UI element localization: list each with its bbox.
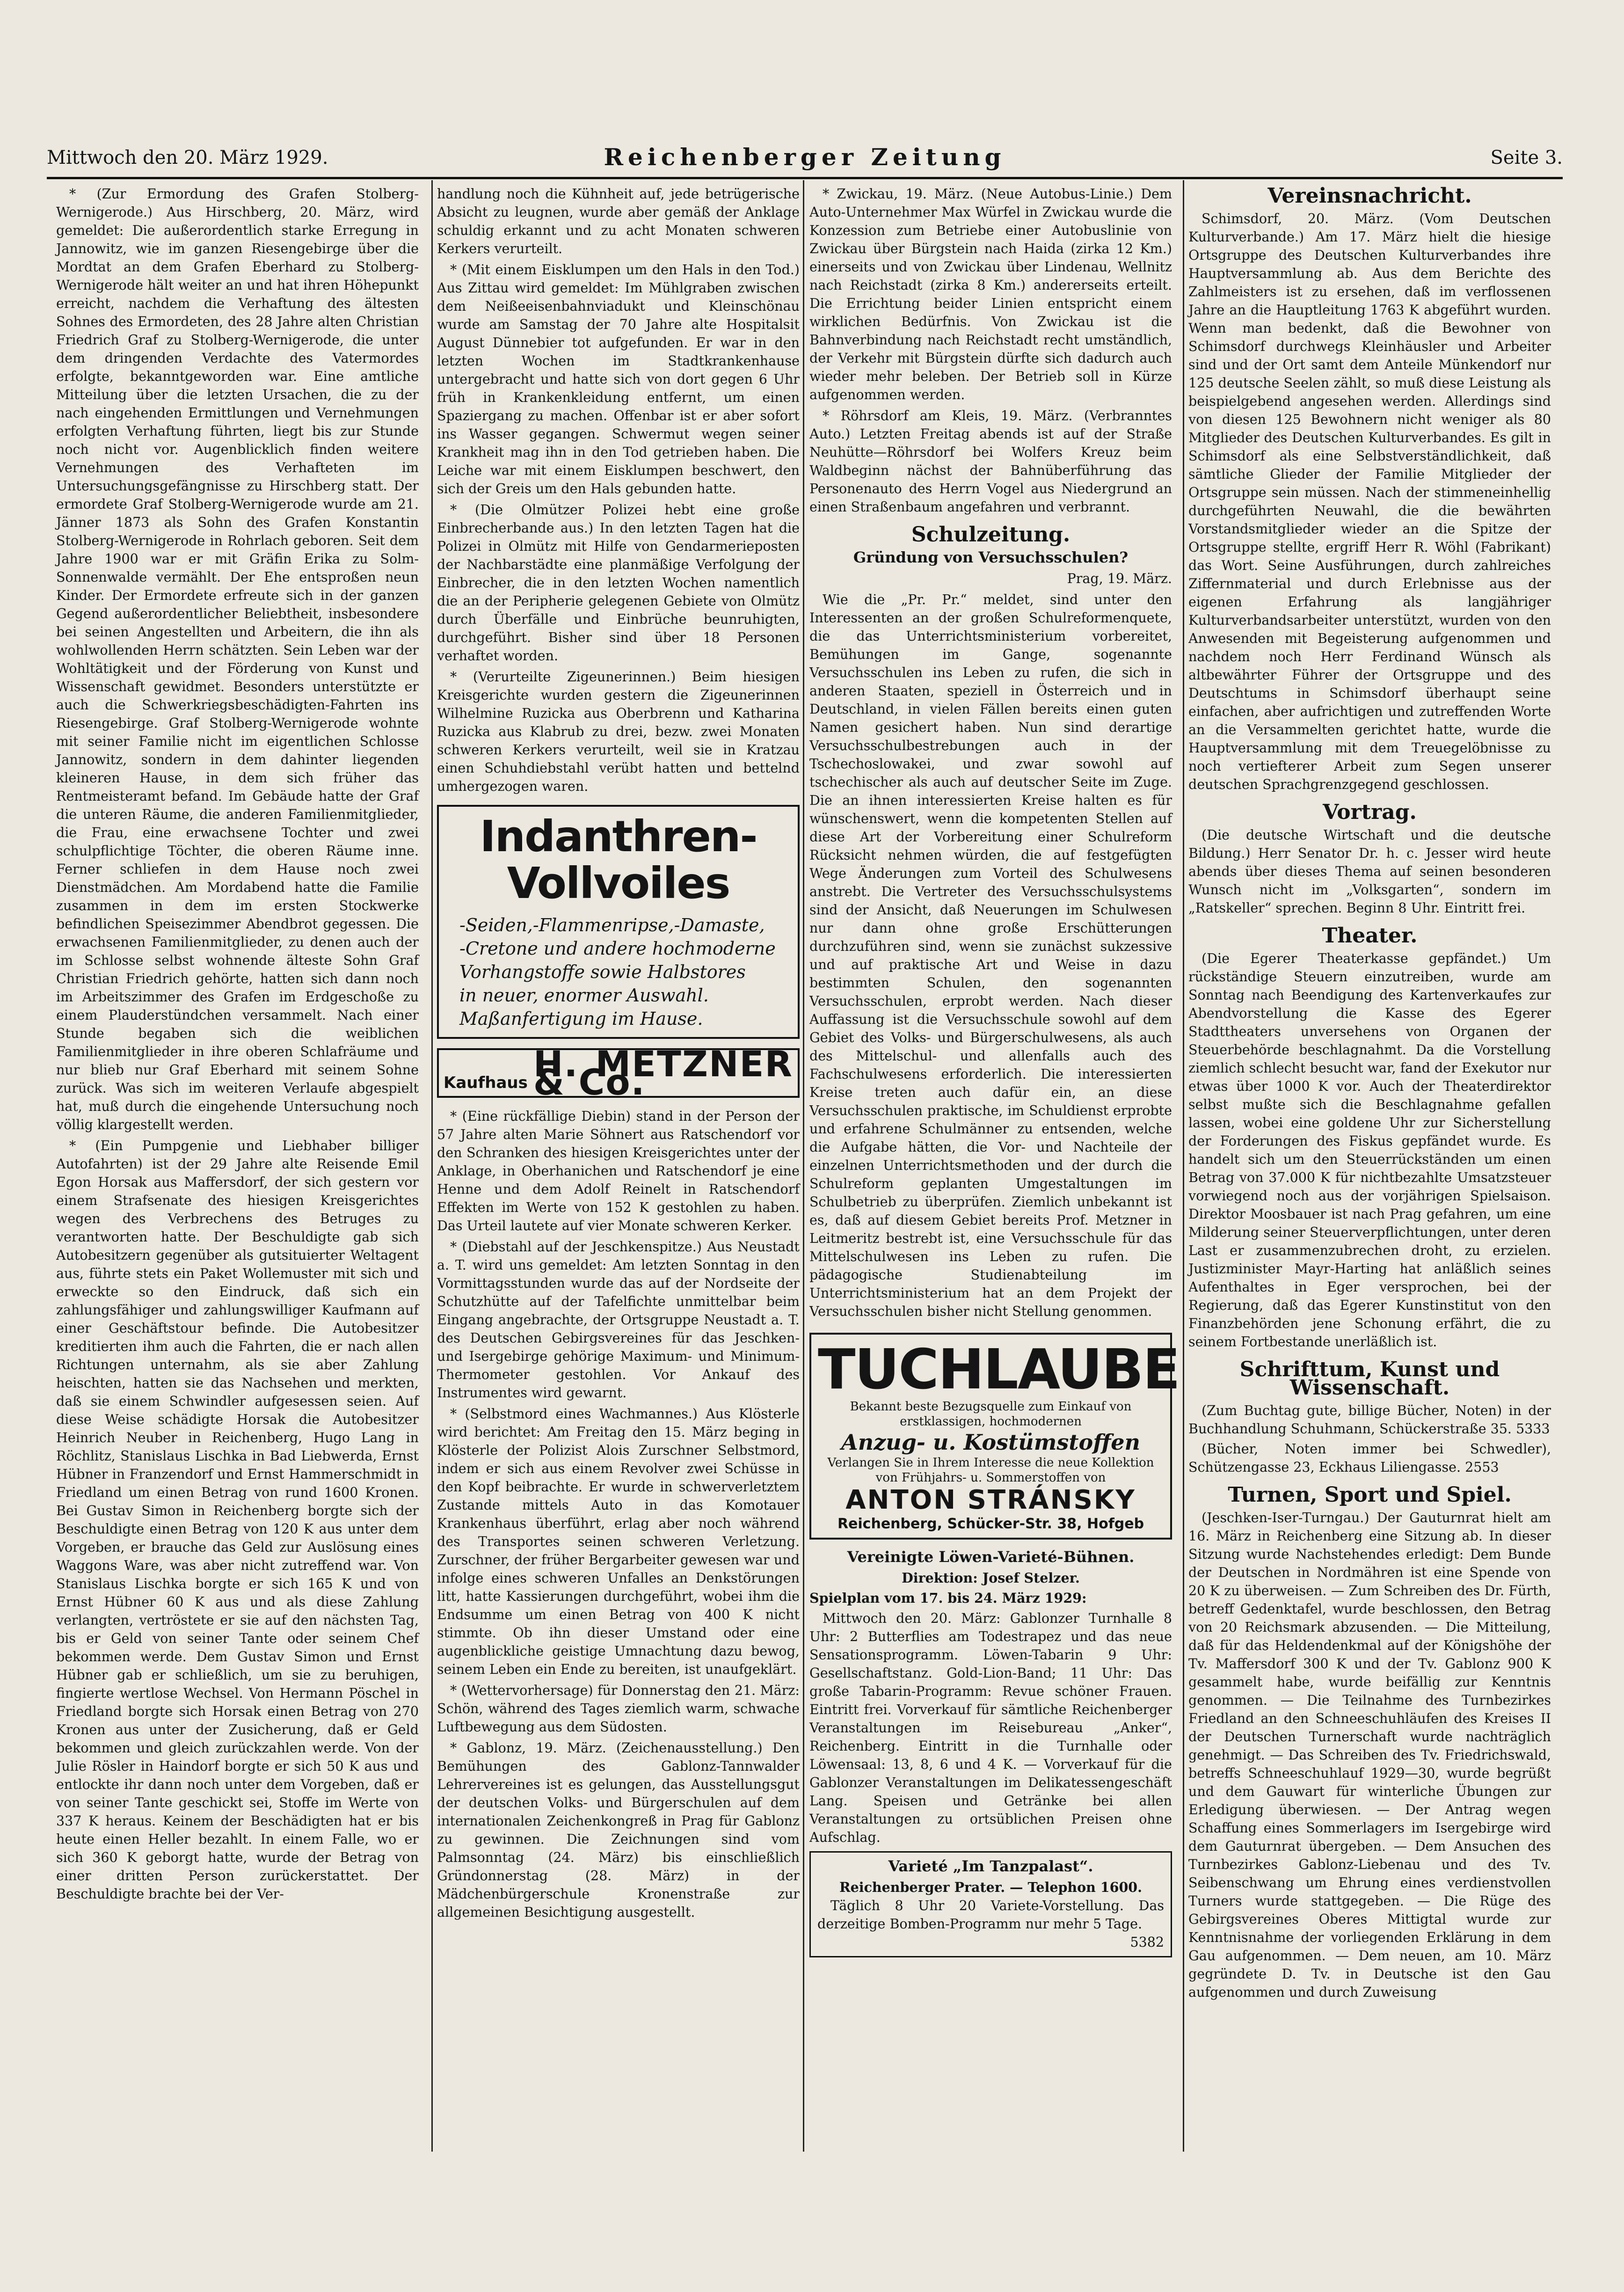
schrifttum-item-1-num: 5333	[1516, 1421, 1550, 1437]
schulzeitung-text: Wie die „Pr. Pr.“ meldet, sind unter den Interessenten an der großen Schulreformenquete, die das Unterrichtsministerium vorbereitet, Bemühungen im Gange, sogenannte Versuchsschulen ins Leben zu rufen, die sich in anderen Staaten, speziell in Österreich und in Deutschland, in vielen Fällen bereits einen guten Namen gesichert haben. Nun sind derartige Versuchsschulbestrebungen auch in der Tschechoslowakei, und zwar sowohl auf tschechischer als auch auf deutscher Seite im Zuge. Die an ihnen interessierten Kreise halten es für wünschenswert, wenn die kompetenten Stellen auf diese Art der Vorbereitung einer Schulreform Rücksicht nehmen würden, die auf festgefügten Wege Änderungen zum Vorteil des Schulwesens anstrebt. Die Vertreter des Versuchsschulsystems sind der Ansicht, daß Neuerungen im Schulwesen nur dann ohne große Erschütterungen durchzuführen sind, wenn sie zunächst sukzessive und auf praktische Art und Weise in dazu bestimmten Schulen, den sogenannten Versuchsschulen, erprobt werden. Nach dieser Auffassung ist die Versuchsschule sowohl auf dem Gebiet des Volks- und Bürgerschulwesens, als auch des Mittelschul- und allenfalls auch des Fachschulwesens erforderlich. Die interessierten Kreise treten auch dafür ein, an diese Versuchsschulen praktische, im Schuldienst erprobte und erfahrene Schulmänner zu entsenden, welche die Aufgabe hätten, die Vor- und Nachteile der einzelnen Unterrichtsmethoden und der durch die Schulreform geplanten Umgestaltungen im Schulbetrieb zu überprüfen. Ziemlich unbekannt ist es, daß auf diesem Gebiet bereits Prof. Metzner in Leitmeritz bestrebt ist, eine Versuchsschule für das Mittelschulwesen ins Leben zu rufen. Die pädagogische Studienabteilung im Unterrichtsministerium hat an dem Projekt der Versuchsschulen bisher nicht Stellung genommen.	[809, 592, 1172, 1319]
ad-tuchlaube-line3: Verlangen Sie in Ihrem Interesse die neue Kollektion von Frühjahrs- u. Sommerstoffen von	[827, 1456, 1154, 1485]
schulzeitung-subtitle: Gründung von Versuchsschulen?	[853, 548, 1129, 566]
article-roehrsdorf: * Röhrsdorf am Kleis, 19. März. (Verbranntes Auto.) Letzten Freitag abends ist auf der Straße Neuhütte—Röhrsdorf bei Wolfers Kreuz beim Waldbeginn nächst der Bahnüberführung das Personenauto des Herrn Vogel aus Niedergrund an einen Straßenbaum angefahren und verbrannt.	[809, 408, 1172, 515]
article-gablonz: * Gablonz, 19. März. (Zeichenausstellung.) Den Bemühungen des Gablonz-Tannwalder Lehrervereines ist es gelungen, das Ausstellungsgut der deutschen Volks- und Bürgerschulen auf dem internationalen Zeichenkongreß in Prag für Gablonz zu gewinnen. Die Zeichnungen sind vom Palmsonntag (24. März) bis einschließlich Gründonnerstag (28. März) in der Mädchenbürgerschule Kronenstraße zur allgemeinen Besichtigung ausgestellt.	[437, 1740, 800, 1920]
ad-tuchlaube-line1: Bekannt beste Bezugsquelle zum Einkauf von erstklassigen, hochmodernen	[850, 1400, 1132, 1429]
article-pumpgenie: * (Ein Pumpgenie und Liebhaber billiger Autofahrten) ist der 29 Jahre alte Reisende Emil Egon Horsak aus Maffersdorf, der sich gestern vor einem Strafsenate des hiesigen Kreisgerichtes wegen des Verbrechens des Betruges zu verantworten hatte. Der Beschuldigte gab sich Autobesitzern gegenüber als gutsituierter Weltagent aus, führte stets ein Paket Wollemuster mit sich und erweckte so den Eindruck, daß sich ein zahlungsfähiger und zahlungswilliger Kaufmann auf einer Geschäftstour befinde. Die Autobesitzer kreditierten ihm auch die Fahrten, die er nach allen Richtungen unternahm, als sie aber Zahlung heischten, hatten sie das Nachsehen und merkten, daß sie einem Schwindler aufgesessen seien. Auf diese Weise schädigte Horsak die Autobesitzer Heinrich Neuber in Reichenberg, Hugo Lang in Röchlitz, Stanislaus Lischka in Bad Liebwerda, Ernst Hübner in Franzendorf und Ernst Hammerschmidt in Friedland um einen Betrag von rund 1600 Kronen. Bei Gustav Simon in Reichenberg borgte sich der Beschuldigte einen Betrag von 120 K aus unter dem Vorgeben, er brauche das Geld zur Auslösung eines Waggons Ware, was aber nicht zutreffend war. Von Stanislaus Lischka borgte er sich 165 K und von Ernst Hübner 60 K aus und als diese Zahlung verlangten, vertröstete er sie auf den nächsten Tag, bis er Geld von seiner Tante oder seinem Chef bekommen werde. Dem Gustav Simon und Ernst Hübner gab er schließlich, um sie zu beruhigen, fingierte wertlose Wechsel. Von Hermann Pöschel in Friedland borgte sich Horsak einen Betrag von 270 Kronen aus unter der Zusicherung, daß er Geld bekommen und gleich zurückzahlen werde. Von der Julie Rösler in Haindorf borgte er sich 50 K aus und entlockte ihr dann noch unter dem Vorgeben, daß er von seiner Tante geschickt sei, Stoffe im Werte von 337 K heraus. Keinem der Beschädigten hat er bis heute einen Heller bezahlt. In einem Falle, wo er sich 360 K geborgt hatte, wurde der Betrag von einer dritten Person zurückerstattet. Der Beschuldigte brachte bei der Ver-	[56, 1138, 419, 1902]
ad-line: -Seiden,-Flammenripse,-Damaste,	[459, 915, 765, 935]
tanzpalast-box	[809, 1851, 1172, 1957]
ad-metzner-name: H. METZNER & Co.	[533, 1043, 793, 1103]
column-3	[809, 185, 1180, 1962]
verein-text: Schimsdorf, 20. März. (Vom Deutschen Kulturverbande.) Am 17. März hielt die hiesige Ortsgruppe des Deutschen Kulturverbandes ihre Hauptversammlung ab. Aus dem Berichte des Zahlmeisters ist zu ersehen, daß im verflossenen Jahre an die Hauptleitung 1763 K abgeführt wurden. Wenn man bedenkt, daß die Bewohner von Schimsdorf durchwegs Kleinhäusler und Arbeiter sind und der Ort samt dem Anteile Münkendorf nur 125 deutsche Seelen zählt, so muß diese Leistung als beispielgebend angesehen werden. Allerdings sind von diesen 125 Bewohnern nicht weniger als 80 Mitglieder des Deutschen Kulturverbandes. Es gilt in Schimsdorf als eine Selbstverständlichkeit, daß sämtliche Glieder der Familie Mitglieder der Ortsgruppe sein müssen. Nach der stimmeneinhellig durchgeführten Neuwahl, die die bewährten Vorstandsmitglieder wieder an die Spitze der Ortsgruppe stellte, ergriff Herr R. Wöhl (Fabrikant) das Wort. Seine Ausführungen, durch zahlreiches Ziffernmaterial und durch Erlebnisse aus der eigenen Erfahrung als langjähriger Kulturverbandsarbeiter unterstützt, wurden von den Anwesenden mit Begeisterung aufgenommen und nachdem noch Herr Ferdinand Wünsch als altbewährter Führer der Ortsgruppe und des Deutschtums in Schimsdorf überhaupt seine einfachen, aber aufrichtigen und zutreffenden Worte an die Versammelten gerichtet hatte, wurde die Hauptversammlung mit dem Treuegelöbnisse zu noch vertiefterer Arbeit zum Segen unserer deutschen Sprachgrenzgegend geschlossen.	[1188, 211, 1551, 792]
loewen-director: Direktion: Josef Stelzer.	[902, 1570, 1080, 1586]
schrifttum-item-2-num: 2553	[1465, 1460, 1499, 1475]
ad-line: Vorhangstoffe sowie Halbstores	[459, 962, 746, 982]
ad-tuchlaube-brand: TUCHLAUBE	[818, 1337, 1180, 1401]
ad-tuchlaube	[809, 1333, 1180, 1540]
column-1	[56, 185, 419, 1905]
article-wetter: * (Wettervorhersage) für Donnerstag den 21. März: Schön, während des Tages ziemlich warm, schwache Luftbewegung aus dem Südosten.	[437, 1683, 800, 1735]
section-title-vortrag: Vortrag.	[1323, 800, 1417, 824]
schrifttum-item-2-text: (Bücher, Noten immer bei Schwedler), Schützengasse 23, Eckhaus Liliengasse.	[1188, 1441, 1551, 1475]
schulzeitung-dateline: Prag, 19. März.	[1067, 571, 1172, 586]
article-stolberg: * (Zur Ermordung des Grafen Stolberg-Wernigerode.) Aus Hirschberg, 20. März, wird gemeldet: Die außerordentlich starke Erregung in Jannowitz, wie im ganzen Riesengebirge über die Mordtat an dem Grafen Eberhard zu Stolberg-Wernigerode hält weiter an und hat ihren Höhepunkt erreicht, nachdem die Verhaftung des ältesten Sohnes des Ermordeten, des 28 Jahre alten Christian Friedrich Graf zu Stolberg-Wernigerode, die unter dem dringenden Verdachte des Vatermordes erfolgte, bekanntgeworden war. Eine amtliche Mitteilung über die letzten Ursachen, die zu der nach eingehenden Ermittlungen und Vernehmungen erfolgten Verhaftung führten, liegt bis zur Stunde noch nicht vor. Augenblicklich finden weitere Vernehmungen des Verhafteten im Untersuchungsgefängnisse zu Hirschberg statt. Der ermordete Graf Stolberg-Wernigerode wurde am 21. Jänner 1873 als Sohn des Grafen Konstantin Stolberg-Wernigerode in Rohrlach geboren. Seit dem Jahre 1900 war er mit Gräfin Erika zu Solm-Sonnenwalde vermählt. Der Ehe entsproßen neun Kinder. Der Ermordete erfreute sich in der ganzen Gegend außerordentlicher Beliebtheit, insbesondere bei seinen Angestellten und Arbeitern, die ihn als wohlwollenden Herrn schätzten. Sein Leben war der Wohltätigkeit und der Förderung von Kunst und Wissenschaft gewidmet. Besonders unterstützte er auch die Schwerkriegsbeschädigten-Fahrten ins Riesengebirge. Graf Stolberg-Wernigerode wohnte mit seiner Familie nicht im eigentlichen Schlosse Jannowitz, sondern in dem dahinter liegenden kleineren Hause, in dem sich früher das Rentmeisteramt befand. Im Gebäude hatte der Graf die unteren Räume, die anderen Familienmitglieder, die Frau, eine erwachsene Tochter und zwei schulpflichtige Töchter, die oberen Räume inne. Ferner schliefen in dem Hause noch zwei Dienstmädchen. Am Mordabend hatte die Familie zusammen in dem im ersten Stockwerke befindlichen Speisezimmer Abendbrot gegessen. Die erwachsenen Familienmitglieder, zu denen auch der im Schlosse selbst wohnende älteste Sohn Graf Christian Friedrich gehörte, hatten sich dann noch im Arbeitszimmer des Grafen im Erdgeschoße zu einem Plauderstündchen versammelt. Nach einer Stunde begaben sich die weiblichen Familienmitglieder in ihre oberen Schlafräume und nur blieb nur Graf Eberhard mit seinem Sohne zurück. Was sich im weiteren Verlaufe abgespielt hat, muß durch die eingehende Untersuchung noch völlig klargestellt werden.	[56, 186, 419, 1132]
section-title-theater: Theater.	[1322, 924, 1418, 948]
loewen-text: Mittwoch den 20. März: Gablonzer Turnhalle 8 Uhr: 2 Butterflies am Todestrapez und das neue Sensationsprogramm. Löwen-Tabarin 9 Uhr: Gesellschaftstanz. Gold-Lion-Band; 11 Uhr: Das große Tabarin-Programm: Revue schöner Frauen. Eintritt frei. Vorverkauf für sämtliche Reichenberger Veranstaltungen im Reisebureau „Anker“, Reichenberg. Eintritt in die Turnhalle oder Löwensaal: 13, 8, 6 und 4 K. — Vorverkauf für die Gablonzer Veranstaltungen im Delikatessengeschäft Lang. Speisen und Getränke bei allen Veranstaltungen zu ortsüblichen Preisen ohne Aufschlag.	[809, 1611, 1172, 1845]
column-divider	[431, 180, 433, 2152]
loewen-plan: Spielplan vom 17. bis 24. März 1929:	[809, 1590, 1087, 1606]
article-wachmann: * (Selbstmord eines Wachmannes.) Aus Klösterle wird berichtet: Am Freitag den 15. März beging in Klösterle der Polizist Alois Zurschner Selbstmord, indem er sich aus einem Revolver zwei Schüsse in den Kopf beibrachte. Er wurde in schwerverletztem Zustande mittels Auto in das Komotauer Krankenhaus überführt, erlag aber noch während des Transportes seinen schweren Verletzung. Zurschner, der früher Bergarbeiter gewesen war und infolge eines schweren Unfalles an Denkstörungen litt, hatte Kassierungen durchgeführt, wobei ihm die Endsumme um einen Betrag von 400 K nicht stimmte. Ob ihn dieser Umstand oder eine augenblickliche geistige Umnachtung dazu bewog, seinem Leben ein Ende zu bereiten, ist unaufgeklärt.	[437, 1406, 800, 1677]
section-title-schulzeitung: Schulzeitung.	[911, 523, 1071, 547]
article-zwickau: * Zwickau, 19. März. (Neue Autobus-Linie.) Dem Auto-Unternehmer Max Würfel in Zwickau wurde die Konzession zum Betriebe einer Autobuslinie von Zwickau über Bürgstein nach Haida (zirka 12 Km.) einerseits und von Zwickau über Lindenau, Wellnitz nach Reichstadt (zirka 8 Km.) andererseits erteilt. Die Errichtung beider Linien entspricht einem wirklichen Bedürfnis. Von Zwickau ist die Bahnverbindung nach Reichstadt recht umständlich, der Verkehr mit Bürgstein dürfte sich dadurch auch wieder mehr beleben. Der Betrieb soll in Kürze aufgenommen werden.	[809, 186, 1172, 402]
column-4	[1188, 185, 1551, 2003]
article-eisklumpen: * (Mit einem Eisklumpen um den Hals in den Tod.) Aus Zittau wird gemeldet: Im Mühlgraben zwischen dem Neißeeisenbahnviadukt und Kleinschönau wurde am Samstag der 70 Jahre alte Hospitalsit August Dünnebier tot aufgefunden. Er war in den letzten Wochen im Stadtkrankenhause untergebracht und hatte sich von dort gegen 6 Uhr früh in Krankenkleidung entfernt, um einen Spaziergang zu machen. Offenbar ist er aber sofort ins Wasser gegangen. Schwermut wegen seiner Krankheit mag ihn in den Tod getrieben haben. Die Leiche war mit einem Eisklumpen beschwert, den sich der Greis um den Hals gebunden hatte.	[437, 262, 800, 496]
article-tafelfichte: * (Diebstahl auf der Jeschkenspitze.) Aus Neustadt a. T. wird uns gemeldet: Am letzten Sonntag in den Vormittagsstunden wurde das auf der Nordseite der Schutzhütte auf der Tafelfichte unmittelbar beim Eingang angebrachte, der Ortsgruppe Neustadt a. T. des Deutschen Gebirgsvereines für das Jeschken- und Isergebirge gehörige Maximum- und Minimum-Thermometer gestohlen. Vor Ankauf des Instrumentes wird gewarnt.	[437, 1239, 800, 1401]
tanzpalast-sub: Reichenberger Prater. — Telephon 1600.	[839, 1879, 1143, 1895]
ad-metzner-prefix: Kaufhaus	[444, 1073, 528, 1092]
ad-tuchlaube-name: ANTON STRÁNSKY	[845, 1485, 1136, 1515]
section-title-schrifttum: Schrifttum, Kunst und Wissenschaft.	[1239, 1358, 1500, 1400]
issue-date: Mittwoch den 20. März 1929.	[47, 147, 328, 168]
article-continuation: handlung noch die Kühnheit auf, jede betrügerische Absicht zu leugnen, wurde aber gemäß der Anklage schuldig erkannt und zu acht Monaten schweren Kerkers verurteilt.	[437, 186, 800, 256]
ad-line: -Cretone und andere hochmoderne	[459, 938, 776, 959]
paper-name: Reichenberger Zeitung	[604, 143, 1006, 171]
theater-text: (Die Egerer Theaterkasse gepfändet.) Um rückständige Steuern einzutreiben, wurde am Sonntag nach Beendigung des Kartenverkaufes zur Abendvorstellung die Kasse des Egerer Stadttheaters unversehens von Organen der Steuerbehörde beschlagnahmt. Da die Vorstellung ziemlich schlecht besucht war, fand der Exekutor nur etwas über 1000 K vor. Auch der Theaterdirektor selbst mußte sich die Beschlagnahme gefallen lassen, wobei eine goldene Uhr zur Sicherstellung der Forderungen des Fiskus gepfändet wurde. Es handelt sich um den Steuerrückständen um einen Betrag von 37.000 K für nichtbezahlte Umsatzsteuer vorwiegend noch aus der vorjährigen Spielsaison. Direktor Moosbauer ist nach Prag gefahren, um eine Milderung seiner Steuerverpflichtungen, unter deren Last er zusammenzubrechen droht, zu erzielen. Justizminister Mayr-Harting hat anläßlich seines Aufenthaltes in Eger versprochen, bei der Regierung, daß das Egerer Kunstinstitut von den Finanzbehörden jene Schonung erfährt, die zu seinem Fortbestande unerläßlich ist.	[1188, 951, 1551, 1350]
ad-vollvoiles-brand: Indanthren-Vollvoiles	[480, 811, 757, 908]
ad-tuchlaube-address: Reichenberg, Schücker-Str. 38, Hofgeb	[837, 1516, 1144, 1532]
ad-line: Maßanfertigung im Hause.	[459, 1008, 703, 1029]
page-number: Seite 3.	[1490, 147, 1563, 168]
schrifttum-item-1-text: (Zum Buchtag gute, billige Bücher, Noten) in der Buchhandlung Schuhmann, Schückerstraße 35.	[1188, 1403, 1551, 1437]
tanzpalast-title: Varieté „Im Tanzpalast“.	[888, 1857, 1093, 1875]
schrifttum-item-2	[1188, 1440, 1551, 1476]
article-diebin: * (Eine rückfällige Diebin) stand in der Person der 57 Jahre alten Marie Söhnert aus Ratschendorf vor den Schranken des hiesigen Kreisgerichtes unter der Anklage, in Oberhanichen und Ratschendorf je eine Henne und dem Adolf Reinelt in Ratschendorf Effekten im Werte von 152 K gestohlen zu haben. Das Urteil lautete auf vier Monate schweren Kerker.	[437, 1109, 800, 1234]
column-divider	[803, 180, 804, 2152]
ad-vollvoiles-text	[446, 913, 790, 1030]
section-title-verein: Vereinsnachricht.	[1267, 184, 1472, 208]
tanzpalast-text: Täglich 8 Uhr 20 Variete-Vorstellung. Das derzeitige Bomben-Programm nur mehr 5 Tage.	[817, 1898, 1164, 1932]
header-rule	[47, 177, 1563, 179]
article-zigeunerinnen: * (Verurteilte Zigeunerinnen.) Beim hiesigen Kreisgerichte wurden gestern die Zigeunerinnen Wilhelmine Ruzicka aus Oberbrenn und Katharina Ruzicka aus Klabrub zu drei, bezw. zwei Monaten schweren Kerkers verurteilt, weil sie in Kratzau einen Schuhdiebstahl verübt hatten und bettelnd umhergezogen waren.	[437, 669, 800, 794]
vortrag-text: (Die deutsche Wirtschaft und die deutsche Bildung.) Herr Senator Dr. h. c. Jesser wird heute abends über dieses Thema auf seinen besonderen Wunsch nicht im „Volksgarten“, sondern im „Ratskeller“ sprechen. Beginn 8 Uhr. Eintritt frei.	[1188, 827, 1551, 916]
ad-line: in neuer, enormer Auswahl.	[459, 985, 709, 1006]
ad-metzner	[437, 1043, 800, 1103]
ad-vollvoiles	[437, 805, 800, 1039]
article-olmuetz: * (Die Olmützer Polizei hebt eine große Einbrecherbande aus.) In den letzten Tagen hat die Polizei in Olmütz mit Hilfe von Gendarmerieposten der Nachbarstädte eine planmäßige Verfolgung der Einbrecher, die in den letzten Wochen namentlich die an der Peripherie gelegenen Gebiete von Olmütz durch Überfälle und Einbrüche beunruhigten, durchgeführt. Bisher sind über 18 Personen verhaftet worden.	[437, 502, 800, 664]
section-title-turnen: Turnen, Sport und Spiel.	[1228, 1483, 1512, 1507]
column-divider	[1183, 180, 1184, 2152]
schrifttum-item-1	[1188, 1401, 1551, 1438]
turnen-text: (Jeschken-Iser-Turngau.) Der Gauturnrat hielt am 16. März in Reichenberg eine Sitzung ab. In dieser Sitzung wurde Nachstehendes erledigt: Dem Bunde der Deutschen in Nordmähren ist eine Spende von 20 K zu überweisen. — Zum Schreiben des Dr. Fürth, betreff Gedenktafel, wurde beschlossen, den Betrag von 20 Reichsmark abzusenden. — Die Mitteilung, daß für das Heldendenkmal auf der Königshöhe der Tv. Maffersdorf 300 K und der Tv. Gablonz 900 K gesammelt habe, wurde beifällig zur Kenntnis genommen. — Die Teilnahme des Turnbezirkes Friedland an den Schneeschuhläufen des Kreises II der Deutschen Turnerschaft wurde nachträglich genehmigt. — Das Schreiben des Tv. Friedrichswald, betreffs Schneeschuhlauf 1929—30, wurde begrüßt und dem Gauwart für winterliche Übungen zur Erledigung überwiesen. — Der Antrag wegen Schaffung eines Sommerlagers im Isergebirge wird dem Gauturnrat übergeben. — Dem Ansuchen des Turnbezirkes Gablonz-Liebenau und des Tv. Seibenschwang um Ehrung eines verdienstvollen Turners wurde stattgegeben. — Die Rüge des Gebirgsvereines Oberes Mittigtal wurde zur Kenntnisnahme der vorliegenden Erklärung in dem Gau aufgenommen. — Dem neuen, am 10. März gegründete D. Tv. in Deutsche ist den Gau aufgenommen und durch Zuweisung	[1188, 1510, 1551, 2000]
tanzpalast-num: 5382	[1130, 1934, 1164, 1950]
page-header	[47, 140, 1563, 178]
column-2	[437, 185, 800, 1923]
ad-tuchlaube-line2: Anzug- u. Kostümstoffen	[841, 1430, 1140, 1455]
loewen-title: Vereinigte Löwen-Varieté-Bühnen.	[847, 1548, 1135, 1566]
